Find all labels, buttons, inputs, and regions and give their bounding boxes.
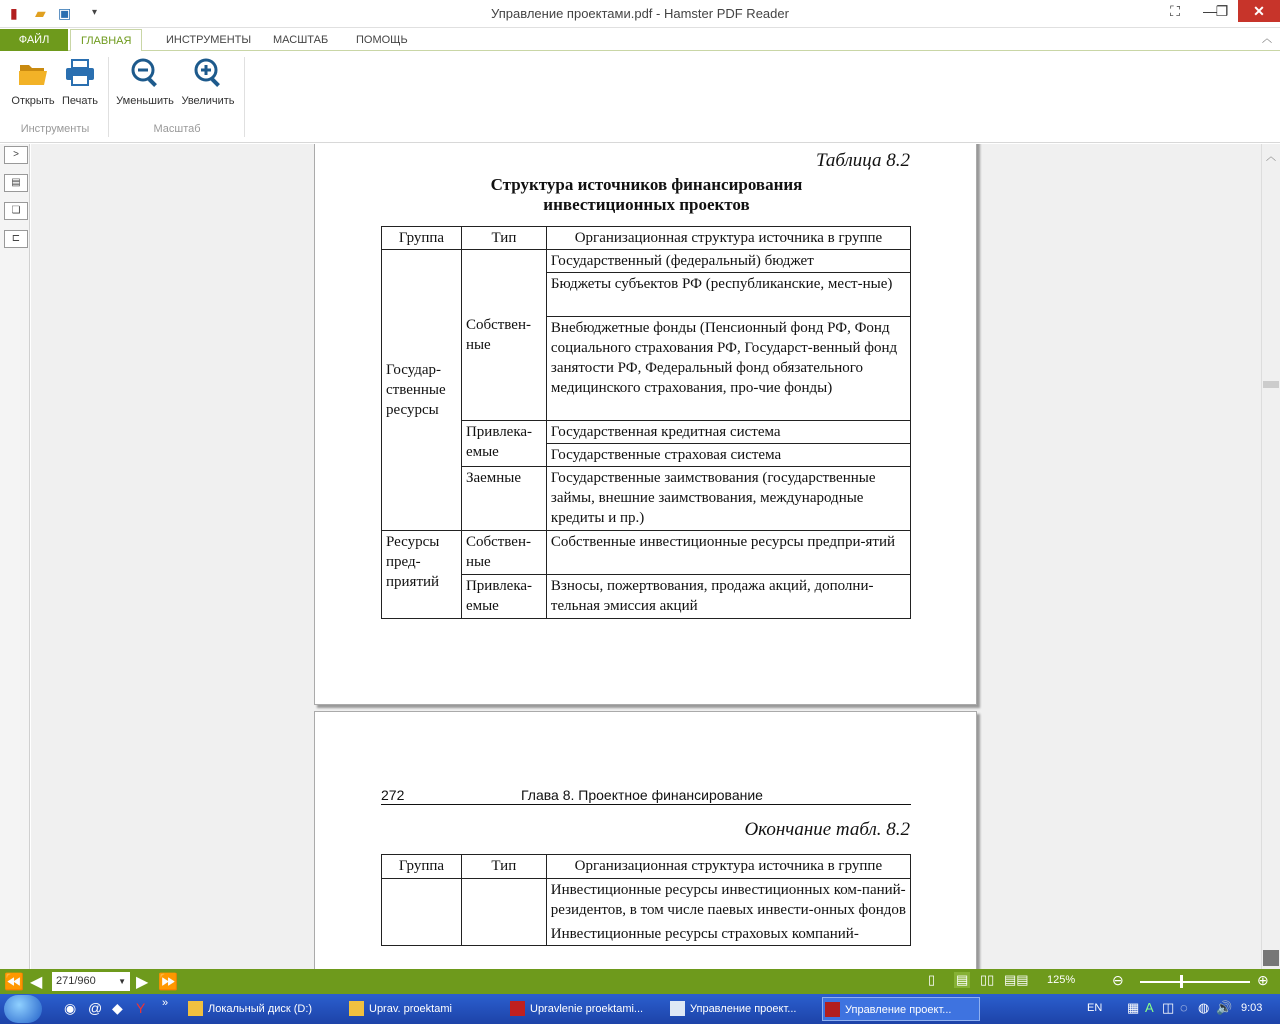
- security-icon[interactable]: ◍: [1198, 1000, 1210, 1015]
- group-separator: [244, 57, 245, 137]
- font-icon[interactable]: A: [1145, 1000, 1154, 1015]
- minimize-button[interactable]: —: [1203, 3, 1217, 19]
- rar-archive-icon: [510, 1001, 525, 1016]
- taskbar-item-label: Управление проект...: [845, 1004, 952, 1016]
- update-icon[interactable]: ◌: [1180, 1000, 1188, 1015]
- zoom-out-label: Уменьшить: [116, 95, 174, 107]
- table-header: Организационная структура источника в группе: [546, 227, 910, 250]
- table-title: Структура источников финансирования: [490, 175, 803, 194]
- shortcut-icon[interactable]: ◆: [112, 1000, 123, 1016]
- table-cell: Взносы, пожертвования, продажа акций, дополни-тельная эмиссия акций: [546, 575, 910, 619]
- fullscreen-button[interactable]: ⛶: [1170, 3, 1180, 19]
- table-title: инвестиционных проектов: [543, 195, 750, 214]
- zoom-slider[interactable]: [1140, 981, 1250, 983]
- window-title: Управление проектами.pdf - Hamster PDF Reader: [491, 6, 789, 21]
- table-cell: Собствен-ные: [461, 250, 546, 421]
- table-cell: Инвестиционные ресурсы страховых компаний-: [546, 921, 910, 946]
- app-logo-icon: ▮: [10, 5, 18, 21]
- table-cell: Государственная кредитная система: [546, 421, 910, 444]
- bookmarks-icon[interactable]: ⊏: [4, 230, 28, 248]
- folder-open-icon: [16, 57, 50, 89]
- expand-panel-icon[interactable]: >: [4, 146, 28, 164]
- pdf-table: [381, 854, 911, 946]
- taskbar-item-label: Локальный диск (D:): [208, 1003, 313, 1015]
- print-label: Печать: [61, 95, 99, 107]
- table-caption: Таблица 8.2: [816, 150, 910, 171]
- pages-icon[interactable]: ❏: [4, 202, 28, 220]
- table-header: Группа: [382, 227, 462, 250]
- table-header: Тип: [461, 227, 546, 250]
- table-cell: Инвестиционные ресурсы инвестиционных ком-паний-резидентов, в том числе паевых инвести-онных фондов: [546, 879, 910, 922]
- continuous-view-icon[interactable]: ▤: [956, 972, 969, 987]
- quick-print-icon[interactable]: ▣: [58, 5, 72, 21]
- table-cell: Государ-ственные ресурсы: [382, 250, 462, 531]
- table-cell: Собствен-ные: [461, 531, 546, 575]
- document-view[interactable]: [31, 144, 1261, 969]
- table-cell: Заемные: [461, 467, 546, 531]
- open-button[interactable]: [8, 57, 58, 107]
- tab-help[interactable]: ПОМОЩЬ: [356, 34, 408, 46]
- zoom-plus-icon[interactable]: ⊕: [1257, 972, 1269, 988]
- yandex-browser-icon[interactable]: Y: [136, 1000, 146, 1016]
- two-page-continuous-icon[interactable]: ▤▤: [1004, 972, 1029, 987]
- table-cell: Государственные страховая система: [546, 444, 910, 467]
- volume-icon[interactable]: 🔊: [1216, 1000, 1233, 1015]
- flag-icon[interactable]: ▦: [1127, 1000, 1140, 1015]
- taskbar-item[interactable]: [668, 997, 818, 1021]
- group-zoom-label: Масштаб: [153, 123, 201, 135]
- table-cell: Бюджеты субъектов РФ (республиканские, мест-ные): [546, 273, 910, 317]
- open-label: Открыть: [11, 95, 55, 107]
- tab-zoom[interactable]: МАСШТАБ: [273, 34, 329, 46]
- scrollbar-thumb[interactable]: [1263, 381, 1279, 388]
- taskbar-item[interactable]: [508, 997, 666, 1021]
- folder-icon: [349, 1001, 364, 1016]
- two-page-view-icon[interactable]: ▯▯: [980, 972, 995, 987]
- pdf-page: [314, 144, 977, 705]
- next-page-icon[interactable]: ▶: [136, 974, 149, 991]
- table-caption: Окончание табл. 8.2: [744, 819, 910, 840]
- thumbnails-icon[interactable]: ▤: [4, 174, 28, 192]
- table-cell: Ресурсы пред-приятий: [382, 531, 462, 619]
- zoom-in-icon: [191, 57, 225, 89]
- table-cell: [461, 879, 546, 946]
- zoom-in-button[interactable]: [178, 57, 238, 107]
- group-tools-label: Инструменты: [20, 123, 90, 135]
- taskbar-item[interactable]: [347, 997, 503, 1021]
- clock[interactable]: 9:03: [1241, 1002, 1263, 1014]
- table-cell: Государственные заимствования (государственные займы, внешние заимствования, международные кредиты и пр.): [546, 467, 910, 531]
- mail-icon[interactable]: @: [88, 1000, 103, 1016]
- ribbon-tabs: [0, 29, 1280, 51]
- document-icon: [670, 1001, 685, 1016]
- pdf-page: [314, 711, 977, 969]
- page-number-value: 271/960: [56, 975, 96, 987]
- last-page-icon[interactable]: ⏩: [158, 974, 178, 991]
- scroll-down-button[interactable]: [1263, 950, 1279, 966]
- taskbar-item-label: Upravlenie proektami...: [530, 1003, 644, 1015]
- zoom-in-label: Увеличить: [181, 95, 235, 107]
- restore-button[interactable]: ❐: [1215, 3, 1229, 19]
- quick-access-menu-icon[interactable]: ▾: [92, 7, 98, 18]
- title-bar: [0, 0, 1280, 28]
- taskbar: [0, 994, 1280, 1024]
- tab-file[interactable]: ФАЙЛ: [0, 29, 68, 51]
- table-cell: Привлека-емые: [461, 575, 546, 619]
- vertical-scrollbar[interactable]: [1261, 144, 1280, 969]
- tab-tools[interactable]: ИНСТРУМЕНТЫ: [166, 34, 252, 46]
- zoom-out-icon: [128, 57, 162, 89]
- table-header: Тип: [461, 855, 546, 879]
- taskbar-item-active[interactable]: [822, 997, 980, 1021]
- quick-open-icon[interactable]: ▰: [35, 5, 46, 21]
- chevron-down-icon[interactable]: ▼: [118, 977, 126, 986]
- page-number-input[interactable]: [52, 972, 130, 991]
- left-sidebar: [0, 144, 30, 969]
- table-cell: Государственный (федеральный) бюджет: [546, 250, 910, 273]
- collapse-ribbon-icon[interactable]: ︿: [1262, 34, 1272, 45]
- more-quicklaunch-icon[interactable]: »: [162, 997, 169, 1009]
- tab-home[interactable]: ГЛАВНАЯ: [70, 29, 142, 52]
- zoom-level: 125%: [1047, 974, 1076, 986]
- page-header: [381, 787, 911, 805]
- table-cell: Внебюджетные фонды (Пенсионный фонд РФ, Фонд социального страхования РФ, Государст-венный фонд занятости РФ, Федеральный фонд обязательного медицинского страхования, про-чие фонды): [546, 317, 910, 421]
- taskbar-item-label: Управление проект...: [690, 1003, 797, 1015]
- page-number: 272: [381, 787, 405, 803]
- table-header: Группа: [382, 855, 462, 879]
- chapter-title: Глава 8. Проектное финансирование: [521, 787, 763, 803]
- pdf-table: [381, 226, 911, 619]
- chrome-icon[interactable]: ◉: [64, 1000, 77, 1016]
- table-cell: Привлека-емые: [461, 421, 546, 467]
- zoom-out-button[interactable]: [113, 57, 177, 107]
- print-button[interactable]: [58, 57, 102, 107]
- pdf-reader-icon: [825, 1002, 840, 1017]
- language-indicator[interactable]: EN: [1087, 1002, 1103, 1014]
- status-bar: [0, 969, 1280, 994]
- single-page-view-icon[interactable]: ▯: [928, 972, 936, 987]
- zoom-slider-thumb[interactable]: [1180, 975, 1183, 988]
- taskbar-item-label: Uprav. proektami: [369, 1003, 452, 1015]
- group-separator: [108, 57, 109, 137]
- printer-icon: [63, 57, 97, 89]
- start-button[interactable]: [4, 995, 42, 1023]
- table-cell: Собственные инвестиционные ресурсы предпри-ятий: [546, 531, 910, 575]
- prev-page-icon[interactable]: ◀: [30, 974, 43, 991]
- ribbon: [0, 51, 1280, 143]
- scroll-up-icon[interactable]: ︿: [1266, 152, 1276, 163]
- network-icon[interactable]: ◫: [1162, 1000, 1175, 1015]
- taskbar-item[interactable]: [186, 997, 344, 1021]
- folder-icon: [188, 1001, 203, 1016]
- close-button[interactable]: ✕: [1238, 0, 1280, 22]
- zoom-minus-icon[interactable]: ⊖: [1112, 972, 1124, 988]
- first-page-icon[interactable]: ⏪: [4, 974, 24, 991]
- table-header: Организационная структура источника в группе: [546, 855, 910, 879]
- table-cell: [382, 879, 462, 946]
